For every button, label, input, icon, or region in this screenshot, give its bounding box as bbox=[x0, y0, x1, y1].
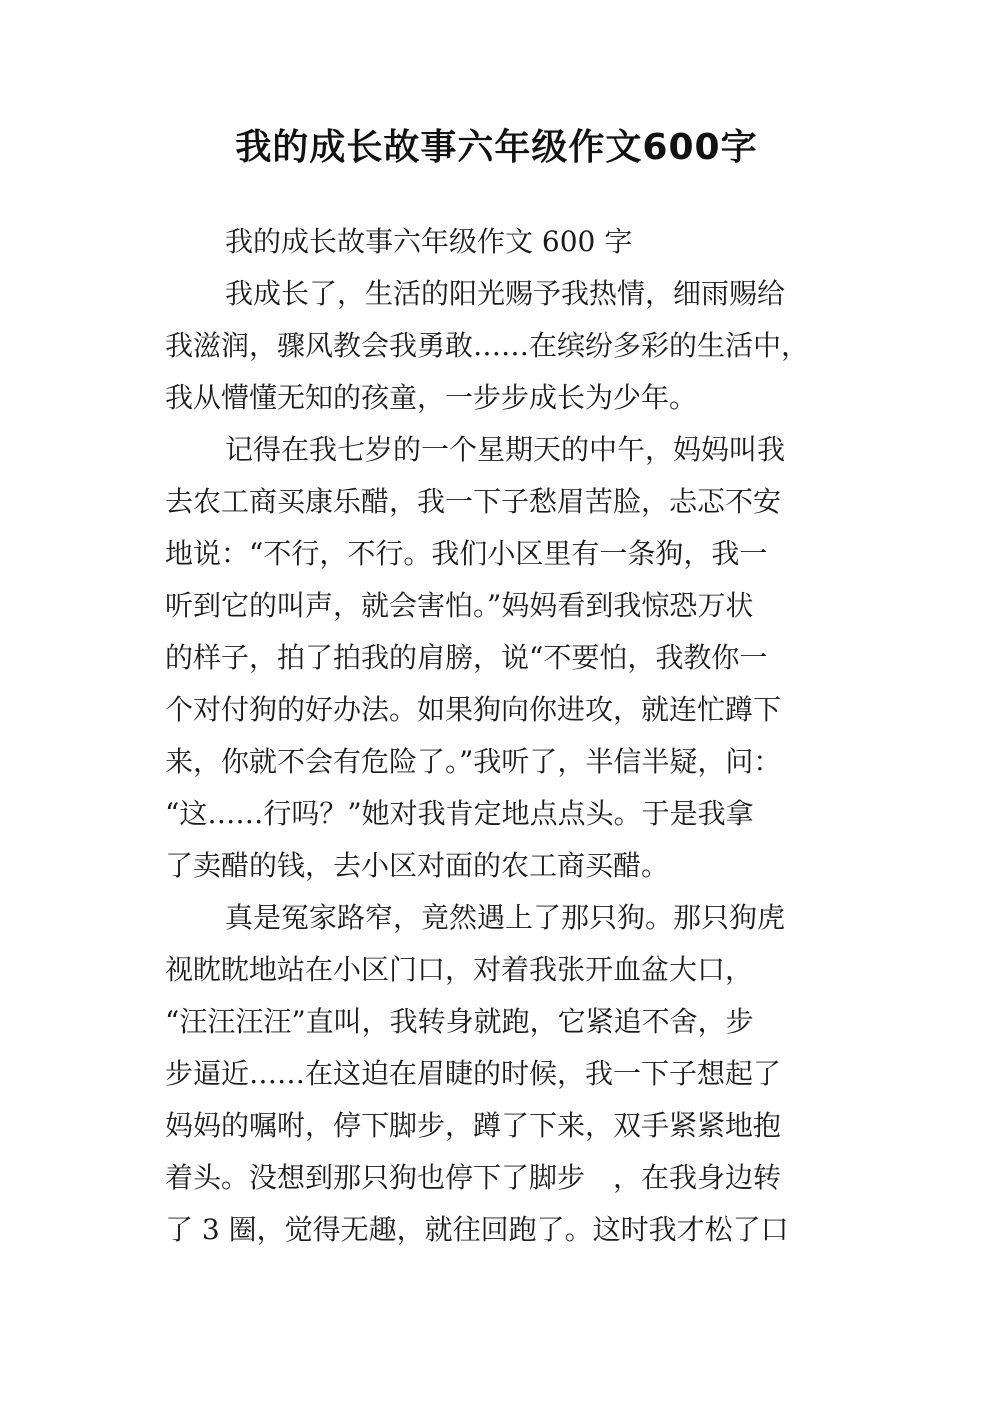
text-line: “汪汪汪汪”直叫，我转身就跑，它紧追不舍，步 bbox=[165, 1005, 754, 1038]
essay-body bbox=[165, 216, 845, 1256]
text-line: 真是冤家路窄，竟然遇上了那只狗。那只狗虎 bbox=[225, 901, 786, 934]
text-line: 听到它的叫声，就会害怕。”妈妈看到我惊恐万状 bbox=[165, 589, 754, 622]
text-line: 个对付狗的好办法。如果狗向你进攻，就连忙蹲下 bbox=[165, 693, 782, 726]
text-line: 地说：“不行，不行。我们小区里有一条狗，我一 bbox=[165, 537, 768, 570]
text-line: 我滋润，骤风教会我勇敢……在缤纷多彩的生活中， bbox=[165, 329, 810, 362]
text-line: 着头。没想到那只狗也停下了脚步 ，在我身边转 bbox=[165, 1161, 782, 1194]
text-line: 的样子，拍了拍我的肩膀，说“不要怕，我教你一 bbox=[165, 641, 768, 674]
text-line: 记得在我七岁的一个星期天的中午，妈妈叫我 bbox=[225, 433, 786, 466]
text-line: 了 3 圈，觉得无趣，就往回跑了。这时我才松了口 bbox=[165, 1213, 789, 1246]
text-line: 步逼近……在这迫在眉睫的时候，我一下子想起了 bbox=[165, 1057, 782, 1090]
page-title: 我的成长故事六年级作文600字 bbox=[235, 127, 758, 168]
text-line: 我成长了，生活的阳光赐予我热情，细雨赐给 bbox=[225, 277, 786, 310]
text-line: 来，你就不会有危险了。”我听了，半信半疑，问： bbox=[165, 745, 782, 778]
text-line: 去农工商买康乐醋，我一下子愁眉苦脸，忐忑不安 bbox=[165, 485, 782, 518]
text-line: 妈妈的嘱咐，停下脚步，蹲了下来，双手紧紧地抱 bbox=[165, 1109, 782, 1142]
text-line: 我从懵懂无知的孩童，一步步成长为少年。 bbox=[165, 381, 698, 414]
text-line: 我的成长故事六年级作文 600 字 bbox=[225, 225, 633, 258]
text-line: “这……行吗？”她对我肯定地点点头。于是我拿 bbox=[165, 797, 754, 830]
text-line: 视眈眈地站在小区门口，对着我张开血盆大口， bbox=[165, 953, 754, 986]
text-line: 了卖醋的钱，去小区对面的农工商买醋。 bbox=[165, 849, 670, 882]
